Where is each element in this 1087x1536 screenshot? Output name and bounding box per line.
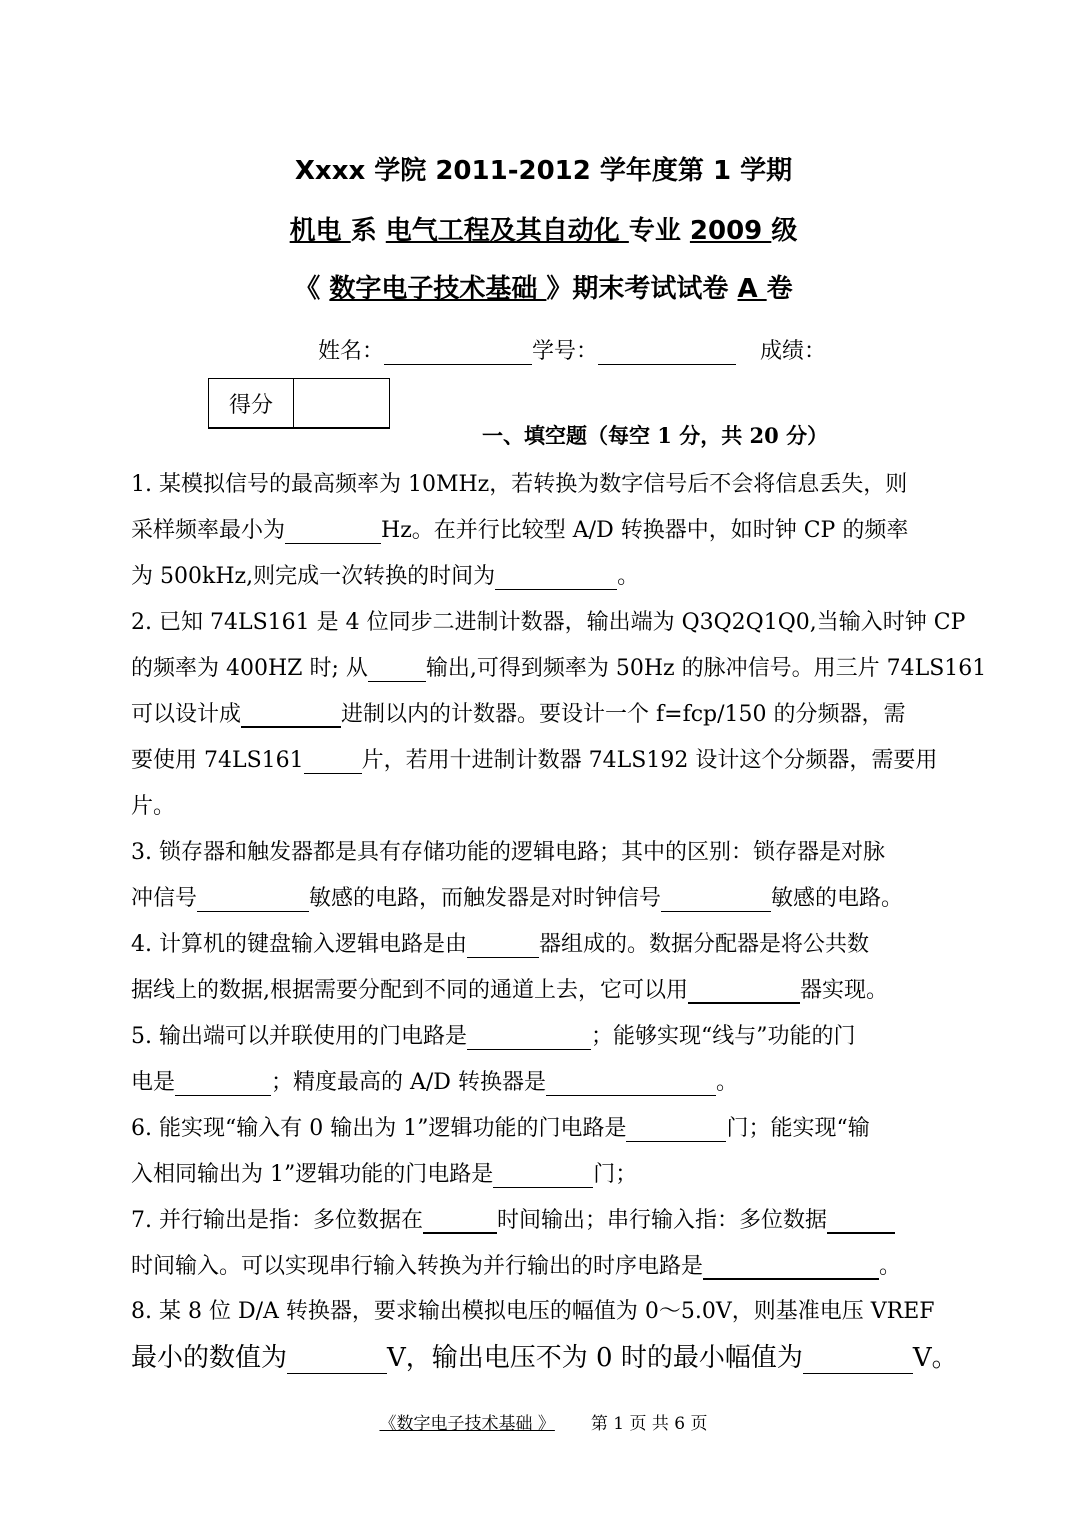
text: 3. 锁存器和触发器都是具有存储功能的逻辑电路；其中的区别：锁存器是对脉	[131, 840, 885, 865]
text: 4. 计算机的键盘输入逻辑电路是由	[131, 932, 467, 957]
text: 进制以内的计数器。要设计一个 f=fcp/150 的分频器，需	[341, 702, 906, 727]
answer-blank[interactable]	[467, 1025, 591, 1050]
text: V。	[912, 1343, 958, 1373]
text: 片，若用十进制计数器 74LS192 设计这个分频器，需要用	[361, 748, 938, 773]
answer-blank[interactable]	[175, 1071, 271, 1096]
question-line	[131, 882, 903, 912]
header-text: 专业	[628, 216, 690, 246]
course-name: 数字电子技术基础	[329, 274, 547, 304]
answer-blank[interactable]	[285, 519, 381, 544]
page-number: 第 1 页 共 6 页	[590, 1414, 708, 1434]
department: 机电	[289, 216, 351, 246]
answer-blank[interactable]	[467, 933, 539, 958]
score-box	[208, 378, 390, 429]
section-title: 一、填空题（每空 1 分，共 20 分）	[482, 423, 829, 448]
text: 8. 某 8 位 D/A 转换器，要求输出模拟电压的幅值为 0～5.0V，则基准电压 VREF	[131, 1299, 935, 1324]
major: 电气工程及其自动化	[385, 216, 629, 246]
question-line	[131, 560, 639, 590]
question-line	[131, 514, 908, 544]
text: 器组成的。数据分配器是将公共数	[539, 932, 870, 957]
header-text: 级	[771, 216, 798, 246]
text: 敏感的电路。	[771, 886, 904, 911]
score-box-label: 得分	[209, 379, 294, 427]
page-footer	[0, 1409, 1087, 1434]
score-box-cell[interactable]	[294, 379, 389, 427]
text: 的频率为 400HZ 时; 从	[131, 656, 368, 681]
text: 时间输出；串行输入指：多位数据	[496, 1208, 827, 1233]
text: 门；能实现“输	[726, 1116, 870, 1141]
question-line	[131, 974, 888, 1004]
header-text: 》期末考试试卷	[546, 274, 738, 304]
answer-blank[interactable]	[661, 887, 771, 912]
question-line	[131, 1340, 958, 1374]
text: 入相同输出为 1”逻辑功能的门电路是	[131, 1162, 494, 1187]
name-blank[interactable]	[384, 340, 532, 365]
question-line	[131, 1020, 856, 1050]
question-line	[131, 698, 906, 728]
answer-blank[interactable]	[368, 657, 426, 682]
text: Hz。在并行比较型 A/D 转换器中，如时钟 CP 的频率	[381, 518, 909, 543]
id-label: 学号：	[532, 339, 599, 364]
question-line	[131, 1158, 637, 1188]
text: 。	[715, 1070, 738, 1095]
text: 片。	[131, 794, 176, 819]
answer-blank[interactable]	[546, 1071, 716, 1096]
answer-blank[interactable]	[241, 702, 341, 728]
header-line2	[0, 210, 1087, 247]
text: 输出,可得到频率为 50Hz 的脉冲信号。用三片 74LS161	[425, 656, 987, 681]
text: 敏感的电路，而触发器是对时钟信号	[309, 886, 662, 911]
text: 采样频率最小为	[131, 518, 286, 543]
question-line	[131, 790, 175, 820]
score-label: 成绩：	[760, 339, 827, 364]
question-line	[131, 606, 965, 636]
footer-course: 《数字电子技术基础 》	[379, 1414, 555, 1434]
text: 7. 并行输出是指：多位数据在	[131, 1208, 423, 1233]
answer-blank[interactable]	[304, 749, 362, 774]
header-text: 系	[350, 216, 386, 246]
answer-blank[interactable]	[197, 887, 309, 912]
text: 可以设计成	[131, 702, 242, 727]
text: 电是	[131, 1070, 176, 1095]
question-line	[131, 1112, 870, 1142]
text: ；能够实现“线与”功能的门	[591, 1024, 856, 1049]
question-line	[131, 1250, 901, 1280]
header-line1: Xxxx 学院 2011-2012 学年度第 1 学期	[294, 156, 793, 186]
answer-blank[interactable]	[803, 1349, 913, 1374]
name-label: 姓名：	[318, 339, 385, 364]
question-line	[131, 1295, 935, 1325]
answer-blank[interactable]	[703, 1254, 879, 1280]
question-line	[131, 836, 885, 866]
answer-blank[interactable]	[287, 1349, 387, 1374]
answer-blank[interactable]	[688, 978, 800, 1004]
answer-blank[interactable]	[827, 1208, 895, 1234]
text: 最小的数值为	[131, 1343, 288, 1373]
text: 冲信号	[131, 886, 198, 911]
paper-type: A	[737, 274, 767, 304]
text: 1. 某模拟信号的最高频率为 10MHz，若转换为数字信号后不会将信息丢失，则	[131, 472, 908, 497]
question-line	[131, 928, 869, 958]
text: V，输出电压不为 0 时的最小幅值为	[387, 1343, 803, 1373]
answer-blank[interactable]	[423, 1208, 497, 1234]
answer-blank[interactable]	[626, 1117, 726, 1142]
question-line	[131, 652, 986, 682]
header-text: 卷	[766, 274, 793, 304]
question-line	[131, 1204, 895, 1234]
text: 据线上的数据,根据需要分配到不同的通道上去，它可以用	[131, 978, 688, 1003]
text: 5. 输出端可以并联使用的门电路是	[131, 1024, 467, 1049]
text: 6. 能实现“输入有 0 输出为 1”逻辑功能的门电路是	[131, 1116, 627, 1141]
header-text: 《	[294, 274, 330, 304]
grade: 2009	[689, 216, 772, 246]
question-line	[131, 468, 907, 498]
text: 。	[617, 564, 640, 589]
question-line	[131, 744, 937, 774]
text: 为 500kHz,则完成一次转换的时间为	[131, 564, 496, 589]
student-info	[318, 334, 826, 365]
text: 器实现。	[800, 978, 889, 1003]
question-line	[131, 1066, 738, 1096]
text: 要使用 74LS161	[131, 748, 304, 773]
text: 时间输入。可以实现串行输入转换为并行输出的时序电路是	[131, 1254, 704, 1279]
id-blank[interactable]	[598, 340, 736, 365]
answer-blank[interactable]	[495, 565, 617, 590]
header-line3	[0, 268, 1087, 305]
text: 。	[879, 1254, 902, 1279]
text: 2. 已知 74LS161 是 4 位同步二进制计数器，输出端为 Q3Q2Q1Q0,当输入时钟 CP	[131, 610, 966, 635]
text: ；精度最高的 A/D 转换器是	[271, 1070, 546, 1095]
answer-blank[interactable]	[493, 1163, 593, 1188]
text: 门；	[593, 1162, 638, 1187]
